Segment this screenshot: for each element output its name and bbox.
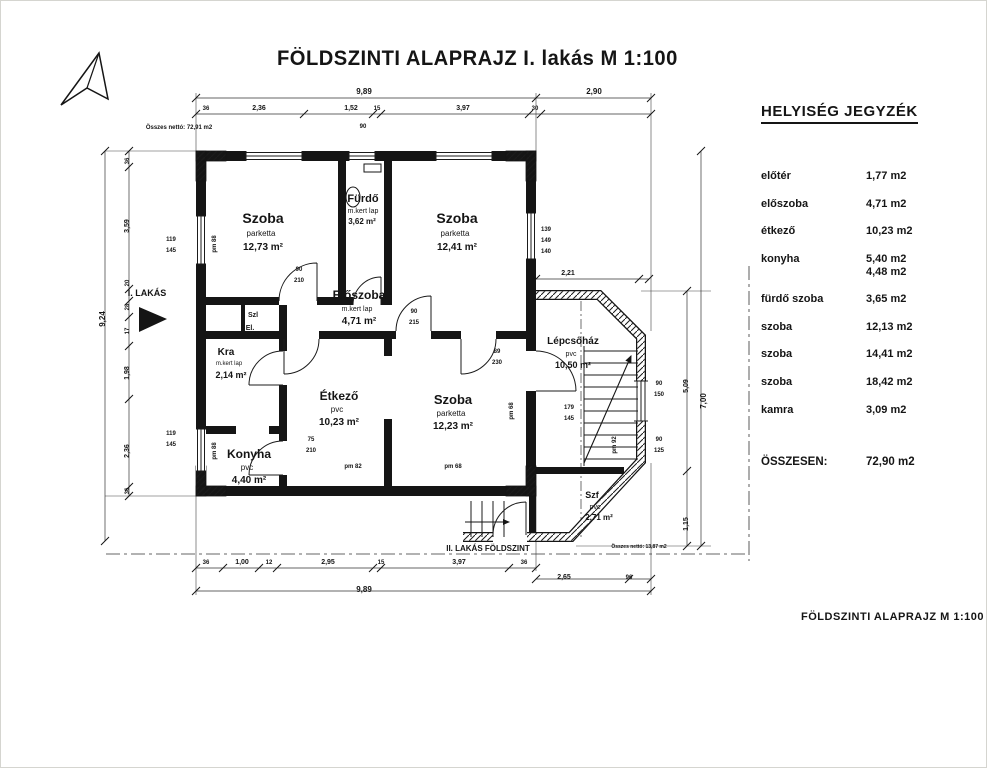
plan-text: 3,62 m² (348, 217, 376, 226)
legend-row (761, 293, 981, 306)
plan-text: parketta (436, 409, 466, 418)
legend-row-label: kamra (761, 403, 794, 416)
plan-text: pvc (330, 405, 344, 414)
plan-text: 140 (540, 249, 552, 255)
plan-text: 96 (625, 575, 633, 581)
plan-text: 215 (408, 320, 420, 326)
windows (196, 151, 648, 471)
legend-row (761, 348, 981, 361)
plan-text: Szf (585, 490, 599, 500)
room-list-total (761, 456, 981, 468)
plan-text: Összes nettó: 72,91 m2 (145, 125, 213, 131)
stairwell-walls (463, 295, 641, 537)
legend-row-label: szoba (761, 320, 793, 333)
plan-text: pm 92 (612, 436, 618, 454)
entrance-marker (139, 307, 167, 332)
plan-text: 3,97 (452, 559, 466, 566)
legend-row (761, 225, 981, 238)
room-list-rows (761, 170, 981, 416)
legend-row-value: 10,23 m2 (866, 225, 913, 238)
plan-text: 36 (202, 106, 210, 112)
plan-text: Szoba (242, 210, 284, 226)
plan-text: 90 (655, 437, 663, 443)
plan-text: Szoba (436, 210, 478, 226)
plan-text: Szoba (433, 392, 473, 407)
plan-text: 10,50 m² (554, 360, 592, 370)
plan-text: 125 (653, 448, 665, 454)
plan-text: I. LAKÁS (127, 288, 167, 298)
plan-text: 2,36 (124, 444, 131, 458)
plan-text: 2,90 (586, 87, 602, 96)
plan-text: 15 (377, 560, 385, 566)
plan-text: m.kert lap (215, 361, 243, 367)
plan-text: 3,97 (456, 105, 470, 112)
plan-text: 90 (359, 124, 367, 130)
plan-text: pm 68 (444, 464, 462, 470)
legend-row-value: 12,13 m2 (866, 320, 913, 333)
plan-text: 36 (520, 560, 528, 566)
legend-row-value: 4,71 m2 (866, 197, 907, 210)
room-list (761, 103, 981, 468)
plan-text: 2,95 (321, 559, 335, 566)
plan-text: 36 (202, 560, 210, 566)
plan-text: 179 (563, 405, 575, 411)
plan-text: pm 68 (509, 402, 515, 420)
plan-text: 90 (655, 381, 663, 387)
plan-text: 75 (307, 437, 315, 443)
plan-text: 90 (410, 309, 418, 315)
plan-text: 149 (540, 238, 552, 244)
plan-text: 1,98 (124, 366, 131, 380)
plan-text: 2,14 m² (215, 370, 247, 380)
legend-row (761, 376, 981, 389)
legend-row (761, 253, 981, 278)
plan-text: 90 (295, 267, 303, 273)
total-label: ÖSSZESEN: (761, 456, 828, 469)
legend-row (761, 198, 981, 211)
plan-text: pm 88 (212, 235, 218, 253)
legend-row-label: szoba (761, 376, 793, 389)
plan-text: 36 (125, 157, 131, 165)
legend-row-value: 14,41 m2 (866, 348, 913, 361)
legend-row-label: előszoba (761, 197, 809, 210)
plan-text: 210 (293, 278, 305, 284)
plan-text: 2,65 (557, 574, 571, 581)
plan-text: pvc (589, 504, 601, 511)
north-arrow-icon (61, 53, 108, 105)
stairs (584, 346, 638, 466)
room-list-heading: HELYISÉG JEGYZÉK (761, 103, 918, 124)
plan-text: Fürdő (347, 193, 379, 205)
plan-text: 5,09 (683, 379, 690, 393)
plan-text: 119 (166, 431, 176, 437)
total-value: 72,90 m2 (866, 456, 915, 469)
plan-text: 30 (531, 106, 539, 112)
plan-text: 89 (493, 349, 501, 355)
plan-text: 4,40 m² (231, 475, 267, 486)
legend-row-label: fürdő szoba (761, 293, 824, 306)
plan-text: 15 (373, 106, 381, 112)
plan-text: parketta (440, 229, 470, 238)
plan-text: Lépcsőház (547, 336, 599, 347)
legend-row-value: 18,42 m2 (866, 376, 913, 389)
plan-text: Szl (247, 312, 259, 319)
plan-text: 36 (125, 487, 131, 495)
plan-text: Előszoba (332, 288, 386, 302)
plan-text: 7,00 (699, 393, 708, 409)
plan-text: pvc (240, 463, 254, 472)
plan-text: 150 (653, 392, 665, 398)
plan-text: Összes nettó: 13,87 m2 (611, 544, 667, 550)
plan-text: pm 82 (344, 464, 362, 470)
plan-text: 230 (491, 360, 503, 366)
plan-text: m.kert lap (341, 306, 373, 313)
plan-text: 1,15 (683, 517, 690, 531)
plan-text: II. LAKÁS FÖLDSZINT (446, 544, 530, 553)
plan-text: m.kert lap (347, 208, 379, 215)
plan-text: 10,23 m² (318, 417, 360, 428)
plan-text: 139 (540, 227, 552, 233)
legend-row (761, 321, 981, 334)
plan-text: El. (245, 325, 255, 332)
legend-row-label: előtér (761, 170, 791, 182)
plan-text: 9,24 (98, 311, 107, 327)
plan-text: 12,73 m² (242, 242, 284, 253)
plan-text: 1,00 (235, 559, 249, 566)
legend-row-value: 3,09 m2 (866, 403, 907, 416)
legend-row-label: étkező (761, 225, 796, 238)
legend-row-label: konyha (761, 252, 800, 265)
plan-text: Kra (217, 347, 235, 358)
page-title: FÖLDSZINTI ALAPRAJZ I. lakás M 1:100 (277, 47, 678, 70)
plan-text: 2,21 (561, 270, 575, 277)
legend-row (761, 170, 981, 183)
plan-text: pvc (565, 351, 577, 358)
plan-text: 210 (305, 448, 317, 454)
plan-text: parketta (246, 229, 276, 238)
legend-row-label: szoba (761, 348, 793, 361)
plan-text: 20 (125, 279, 131, 287)
plan-text: 12 (265, 560, 273, 566)
plan-text: pm 88 (212, 442, 218, 460)
plan-text: 2,36 (252, 105, 266, 112)
plan-text: 12,41 m² (436, 242, 478, 253)
plan-text: 119 (166, 237, 176, 243)
plan-text: 2,71 m² (585, 513, 613, 522)
plan-text: 4,71 m² (341, 316, 377, 327)
plan-text: 3,59 (124, 219, 131, 233)
plan-text: 145 (165, 248, 177, 254)
plan-text: 28 (125, 303, 131, 311)
plan-text: 145 (563, 416, 575, 422)
legend-row-value: 3,65 m2 (866, 293, 907, 306)
legend-row-value: 1,77 m2 (866, 170, 907, 182)
plan-text: 9,89 (356, 87, 372, 96)
dimension-ticks (101, 94, 705, 595)
legend-row (761, 404, 981, 417)
plan-text: 9,89 (356, 585, 372, 594)
legend-row-value: 5,40 m2 4,48 m2 (866, 252, 907, 278)
drawing-caption: FÖLDSZINTI ALAPRAJZ M 1:100 (801, 611, 984, 623)
plan-text: Étkező (319, 389, 359, 403)
plan-labels (98, 87, 708, 594)
plan-text: 17 (125, 327, 131, 335)
plan-text: 12,23 m² (432, 421, 474, 432)
plan-text: Konyha (226, 447, 272, 461)
plan-text: 1,52 (344, 105, 358, 112)
plan-text: 145 (165, 442, 177, 448)
